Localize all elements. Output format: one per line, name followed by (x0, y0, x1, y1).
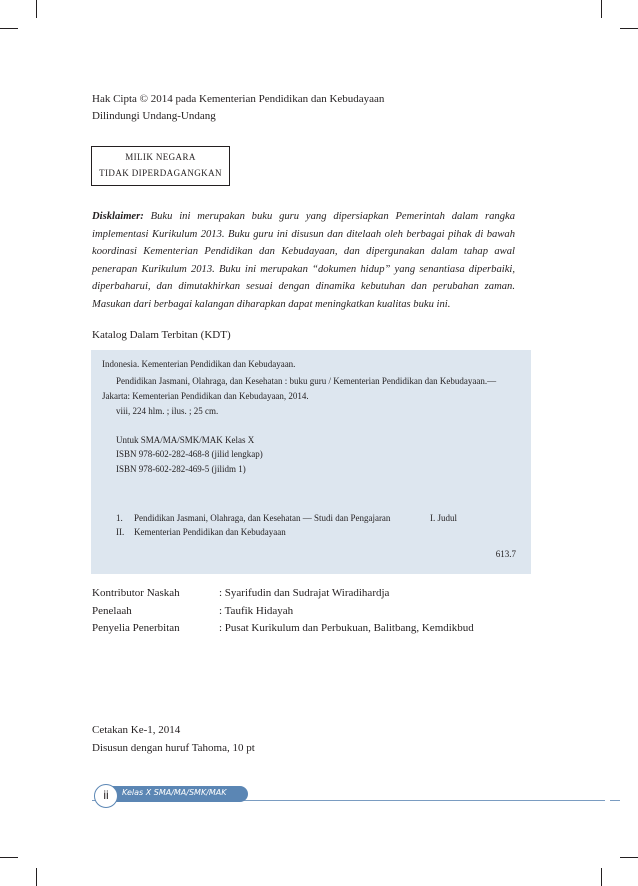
footer-book-tab (110, 786, 248, 802)
crop-mark-top-left-h (0, 28, 18, 29)
kdt-classification-number: 613.7 (495, 549, 516, 559)
kdt-subject-1: Pendidikan Jasmani, Olahraga, dan Kesehatan — Studi dan Pengajaran (134, 513, 391, 523)
kdt-audience: Untuk SMA/MA/SMK/MAK Kelas X (116, 435, 255, 445)
edition-line: Cetakan Ke-1, 2014 (92, 724, 181, 736)
kdt-subject-2: Kementerian Pendidikan dan Kebudayaan (134, 527, 286, 537)
page-number-badge (94, 784, 118, 808)
kdt-isbn-volume: ISBN 978-602-282-469-5 (jilidm 1) (116, 464, 246, 474)
typeface-line: Disusun dengan huruf Tahoma, 10 pt (92, 741, 255, 754)
credit-value: : Taufik Hidayah (219, 604, 294, 617)
credit-label: Penelaah (92, 604, 132, 617)
crop-mark-bottom-left-h (0, 857, 18, 858)
disclaimer-label: Disklaimer: (92, 211, 144, 222)
kdt-heading: Katalog Dalam Terbitan (KDT) (92, 329, 231, 341)
stamp-line-2: TIDAK DIPERDAGANGKAN (99, 168, 222, 178)
copyright-block (92, 91, 384, 125)
disclaimer-text: Buku ini merupakan buku guru yang dipersiapkan Pemerintah dalam rangka implementasi Kurikulum 2013. Buku guru ini disusun dan ditelaah oleh berbagai pihak di bawah koordinasi Kementerian Pendidikan dan Kebudayaan, dan dipergunakan dalam tahap awal penerapan Kurikulum 2013. Buku ini merupakan “dokumen hidup” yang senantiasa diperbaiki, diperbaharui, dan dimutakhirkan sesuai dengan dinamika kebutuhan dan perubahan zaman. Masukan dari berbagai kalangan diharapkan dapat meningkatkan kualitas buku ini. (92, 211, 516, 310)
credit-label: Kontributor Naskah (92, 587, 180, 599)
credit-value: : Pusat Kurikulum dan Perbukuan, Balitbang, Kemdikbud (219, 622, 474, 634)
crop-mark-bottom-right-v (601, 868, 602, 886)
kdt-isbn-complete: ISBN 978-602-282-468-8 (jilid lengkap) (116, 449, 263, 459)
credit-value: : Syarifudin dan Sudrajat Wiradihardja (219, 587, 390, 599)
crop-mark-top-left-v (36, 0, 37, 18)
crop-mark-bottom-right-h (620, 857, 638, 858)
disclaimer-paragraph (92, 208, 515, 313)
kdt-catalog-box (91, 350, 531, 574)
footer-book-label: Kelas X SMA/MA/SMK/MAK (122, 788, 227, 797)
kdt-subject-2-number: II. (116, 527, 125, 537)
crop-mark-top-right-v (601, 0, 602, 18)
kdt-title-line-2: Jakarta: Kementerian Pendidikan dan Kebudayaan, 2014. (102, 391, 309, 401)
crop-mark-bottom-left-v (36, 868, 37, 886)
credit-label: Penyelia Penerbitan (92, 622, 180, 634)
ownership-stamp-box (91, 146, 230, 186)
stamp-line-1: MILIK NEGARA (125, 152, 196, 162)
crop-mark-top-right-h (620, 28, 638, 29)
copyright-line: Hak Cipta © 2014 pada Kementerian Pendidikan dan Kebudayaan (92, 93, 385, 105)
kdt-author: Indonesia. Kementerian Pendidikan dan Kebudayaan. (102, 359, 296, 369)
protection-line: Dilindungi Undang-Undang (92, 110, 216, 122)
kdt-subject-1-number: 1. (116, 513, 123, 523)
kdt-subject-title-entry: I. Judul (430, 513, 457, 523)
kdt-title-line-1: Pendidikan Jasmani, Olahraga, dan Kesehatan : buku guru / Kementerian Pendidikan dan Kebudayaan.— (116, 376, 497, 386)
kdt-collation: viii, 224 hlm. ; ilus. ; 25 cm. (116, 406, 219, 416)
printing-info (92, 722, 255, 757)
footer-rule-end (610, 800, 620, 801)
page-number: ii (103, 788, 109, 802)
